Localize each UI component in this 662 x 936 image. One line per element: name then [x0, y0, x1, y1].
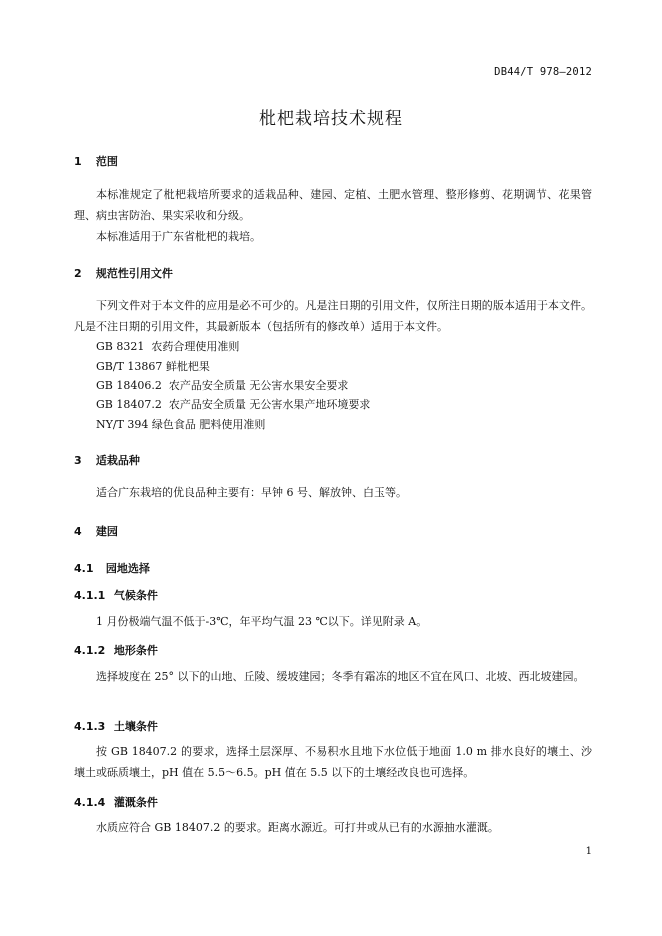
reference-item: GB 18406.2 农产品安全质量 无公害水果安全要求	[96, 379, 349, 392]
section-number: 4.1	[74, 562, 94, 575]
section-title: 建园	[95, 525, 118, 538]
section-4-1-1-heading	[74, 587, 158, 603]
section-title: 地形条件	[113, 644, 158, 657]
section-3-heading	[74, 452, 140, 468]
section-2-paragraph-1: 下列文件对于本文件的应用是必不可少的。凡是注日期的引用文件，仅所注日期的版本适用于本文件。凡是不注日期的引用文件，其最新版本（包括所有的修改单）适用于本文件。	[74, 299, 592, 333]
section-title: 适栽品种	[95, 454, 140, 467]
section-4-1-4-heading	[74, 794, 158, 810]
section-4-1-heading	[74, 560, 150, 576]
section-1-paragraph-1: 本标准规定了枇杷栽培所要求的适栽品种、建园、定植、土肥水管理、整形修剪、花期调节、花果管理、病虫害防治、果实采收和分级。	[74, 188, 592, 222]
section-number: 1	[74, 155, 82, 168]
section-4-1-3-heading	[74, 718, 158, 734]
section-4-heading	[74, 523, 118, 539]
page-number: 1	[585, 846, 592, 857]
section-number: 4.1.1	[74, 589, 106, 602]
reference-item: GB 8321 农药合理使用准则	[96, 340, 240, 353]
section-title: 气候条件	[113, 589, 158, 602]
section-number: 4.1.2	[74, 644, 106, 657]
reference-item: GB/T 13867 鲜枇杷果	[96, 360, 210, 373]
section-number: 4.1.4	[74, 796, 106, 809]
section-4-1-2-heading	[74, 642, 158, 658]
section-title: 园地选择	[105, 562, 150, 575]
reference-item: GB 18407.2 农产品安全质量 无公害水果产地环境要求	[96, 398, 371, 411]
section-title: 灌溉条件	[113, 796, 158, 809]
section-4-1-1-paragraph: 1 月份极端气温不低于-3℃，年平均气温 23 ℃以下。详见附录 A。	[96, 615, 428, 628]
section-4-1-4-paragraph: 水质应符合 GB 18407.2 的要求。距离水源近。可打井或从已有的水源抽水灌溉。	[96, 821, 499, 834]
reference-item: NY/T 394 绿色食品 肥料使用准则	[96, 418, 266, 431]
section-title: 范围	[95, 155, 118, 168]
section-number: 2	[74, 267, 82, 280]
section-4-1-3-paragraph: 按 GB 18407.2 的要求，选择土层深厚、不易积水且地下水位低于地面 1.0 m 排水良好的壤土、沙壤土或砾质壤土，pH 值在 5.5～6.5。pH 值在 5.5 以下的土壤经改良也可选择。	[74, 745, 592, 779]
section-4-1-2-paragraph: 选择坡度在 25° 以下的山地、丘陵、缓坡建园；冬季有霜冻的地区不宜在风口、北坡、西北坡建园。	[96, 670, 585, 683]
document-title: 枇杷栽培技术规程	[259, 109, 403, 129]
section-number: 4	[74, 525, 82, 538]
section-1-heading	[74, 153, 118, 169]
section-3-paragraph-1: 适合广东栽培的优良品种主要有：早钟 6 号、解放钟、白玉等。	[96, 486, 407, 499]
section-2-heading	[74, 265, 173, 281]
section-number: 3	[74, 454, 82, 467]
section-number: 4.1.3	[74, 720, 106, 733]
section-1-paragraph-2: 本标准适用于广东省枇杷的栽培。	[96, 230, 261, 243]
section-title: 规范性引用文件	[95, 267, 173, 280]
standard-code: DB44/T 978—2012	[494, 66, 592, 78]
section-title: 土壤条件	[113, 720, 158, 733]
